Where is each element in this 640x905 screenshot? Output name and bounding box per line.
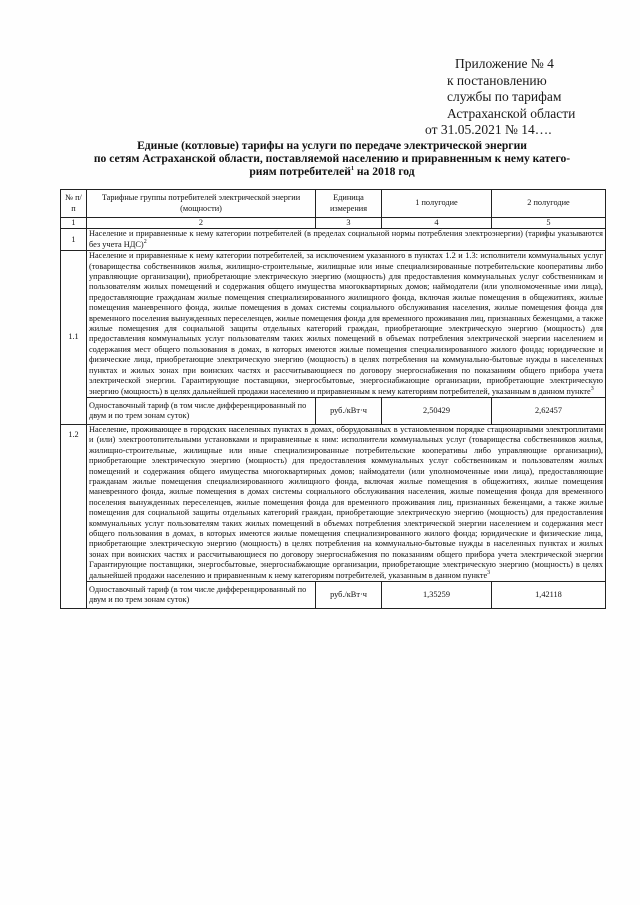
- col-number: 4: [382, 218, 492, 229]
- header-half2: 2 полугодие: [492, 190, 606, 218]
- col-number: 2: [87, 218, 316, 229]
- row-text: Население и приравненные к нему категории потребителей (в пределах социальной нормы потребления электроэнергии) (тарифы указываются без учета НДС)$^2$: [87, 229, 606, 251]
- tariff-unit: руб./кВт·ч: [316, 397, 382, 424]
- tariff-value-half1: 2,50429: [382, 397, 492, 424]
- header-half1: 1 полугодие: [382, 190, 492, 218]
- appendix-line: к постановлению: [447, 72, 547, 88]
- footnote-mark: 1: [350, 166, 354, 173]
- footnote-mark: 3: [590, 385, 594, 392]
- appendix-line: Приложение № 4: [455, 56, 554, 71]
- row-num: 1: [61, 229, 87, 251]
- col-number: 1: [61, 218, 87, 229]
- title-line: [62, 165, 602, 178]
- table-row: [61, 229, 606, 251]
- title-line-text: риям потребителей: [249, 165, 351, 179]
- tariff-row: [61, 397, 606, 424]
- appendix-line: службы по тарифам: [447, 89, 562, 104]
- row-text: Население, проживающее в городских населенных пунктах в домах, оборудованных в установленном порядке стационарными электроплитами и (или) электроотопительными установками и приравненные к ним: исполнители коммунальных услуг (товарищества собственников жилья, жилищно-строительные, жилищные или иные специализированные потребительские кооперативы либо управляющие организации), приобретающие электрическую энергию (мощность) для предоставления коммунальных услуг собственникам и пользователям жилых помещений и содержания общего имущества многоквартирных домов; наймодатели (или уполномоченные ими лица), предоставляющие гражданам жилые помещения специализированного жилищного фонда, включая жилые помещения в общежитиях, жилые помещения маневренного фонда, жилые помещения в домах системы социального обслуживания населения, жилые помещения фонда для временного поселения вынужденных переселенцев, жилые помещения фонда для временного проживания лиц, признанных беженцами, а также жилые помещения для социальной защиты отдельных категорий граждан, приобретающие электрическую энергию (мощность) для предоставления коммунальных услуг пользователям таких жилых помещений в объемах потребления электрической энергии населением и содержания мест общего пользования в домах, в которых имеются жилые помещения специализированного жилого фонда; юридические и физические лица, приобретающие электрическую энергию (мощность) в целях потребления на коммунально-бытовые нужды в населенных пунктах и жилых зонах при воинских частях и рассчитывающиеся по договору энергоснабжения по показаниям общего прибора учета электрической энергии Гарантирующие поставщики, энергосбытовые, энергоснабжающие организации, приобретающие электрическую энергию (мощность) в целях дальнейшей продажи населению и приравненным к нему категориям потребителей, указанным в данном пункте$^3$: [87, 424, 606, 581]
- appendix-line: от 31.05.2021 № 14….: [425, 122, 552, 137]
- table-row: [61, 251, 606, 398]
- appendix-block: [425, 56, 625, 139]
- footnote-mark: 2: [143, 239, 147, 246]
- title-line: по сетям Астраханской области, поставляемой населению и приравненным к нему катего-: [93, 152, 571, 166]
- title-line-text: на 2018 год: [353, 165, 415, 179]
- table-row: [61, 424, 606, 581]
- row-num: 1.1: [61, 251, 87, 425]
- table-header-row: [61, 190, 606, 218]
- appendix-line: Астраханской области: [447, 105, 576, 121]
- title-line: Единые (котловые) тарифы на услуги по передаче электрической энергии: [137, 139, 527, 152]
- tariff-table: [60, 189, 606, 609]
- tariff-unit: руб./кВт·ч: [316, 582, 382, 609]
- tariff-value-half1: 1,35259: [382, 582, 492, 609]
- tariff-row: [61, 582, 606, 609]
- tariff-label: Одноставочный тариф (в том числе дифференцированный по двум и по трем зонам суток): [87, 582, 316, 609]
- header-groups: Тарифные группы потребителей электрической энергии (мощности): [87, 190, 316, 218]
- tariff-value-half2: 1,42118: [492, 582, 606, 609]
- row-text: Население и приравненные к нему категории потребителей, за исключением указанного в пунктах 1.2 и 1.3: исполнители коммунальных услуг (товарищества собственников жилья, жилищно-строительные, жилищные или иные специализированные потребительские кооперативы либо управляющие организации), приобретающие электрическую энергию (мощность) для предоставления коммунальных услуг собственникам и пользователям жилых помещений и содержания общего имущества многоквартирных домов; наймодатели (или уполномоченные ими лица), предоставляющие гражданам жилые помещения специализированного жилищного фонда, включая жилые помещения в общежитиях, жилые помещения маневренного фонда, жилые помещения в домах системы социального обслуживания населения, жилые помещения фонда для временного поселения вынужденных переселенцев, жилые помещения фонда для временного проживания лиц, признанных беженцами, а также жилые помещения для социальной защиты отдельных категорий граждан, приобретающие электрическую энергию (мощность) для предоставления коммунальных услуг пользователям таких жилых помещений в объемах потребления электрической энергии населением и содержания мест общего пользования в домах, в которых имеются жилые помещения специализированного жилого фонда; юридические и физические лица, приобретающие электрическую энергию (мощность) в целях потребления на коммунально-бытовые нужды в населенных пунктах и жилых зонах при воинских частях и рассчитывающиеся по договору энергоснабжения по показаниям общего прибора учета электрической энергии. Гарантирующие поставщики, энергосбытовые, энергоснабжающие организации, приобретающие электрическую энергию (мощность) в целях дальнейшей продажи населению и приравненным к нему категориям потребителей, указанным в данном пункте$^3$: [87, 251, 606, 398]
- row-num: 1.2: [61, 424, 87, 608]
- tariff-label: Одноставочный тариф (в том числе дифференцированный по двум и по трем зонам суток): [87, 397, 316, 424]
- document-title: [62, 139, 602, 179]
- col-number: 3: [316, 218, 382, 229]
- tariff-value-half2: 2,62457: [492, 397, 606, 424]
- header-num: № п/п: [61, 190, 87, 218]
- column-number-row: [61, 218, 606, 229]
- header-unit: Единица измерения: [316, 190, 382, 218]
- footnote-mark: 3: [487, 569, 491, 576]
- col-number: 5: [492, 218, 606, 229]
